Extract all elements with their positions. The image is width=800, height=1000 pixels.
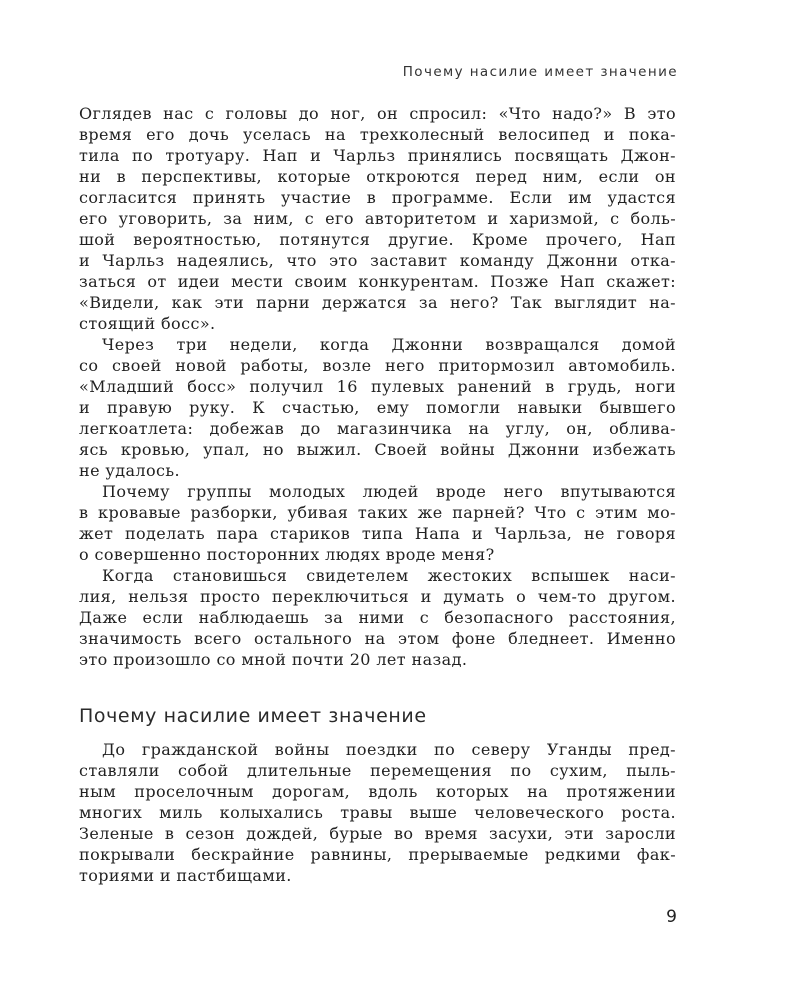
text-line: и правую руку. К счастью, ему помогли навыки бывшего bbox=[79, 398, 676, 417]
text-line: ным проселочным дорогам, вдоль которых на протяжении bbox=[79, 782, 676, 801]
text-line: Зеленые в сезон дождей, бурые во время засухи, эти заросли bbox=[79, 824, 676, 843]
text-line: со своей новой работы, возле него притормозил автомобиль. bbox=[79, 356, 676, 375]
text-line: Даже если наблюдаешь за ними с безопасного расстояния, bbox=[79, 608, 676, 627]
text-line: «Младший босс» получил 16 пулевых ранений в грудь, ноги bbox=[79, 377, 676, 396]
text-line: согласится принять участие в программе. Если им удастся bbox=[79, 188, 676, 207]
text-line: значимость всего остального на этом фоне бледнеет. Именно bbox=[79, 629, 676, 648]
text-line: время его дочь уселась на трехколесный велосипед и пока- bbox=[79, 125, 676, 144]
text-line: ставляли собой длительные перемещения по сухим, пыль- bbox=[79, 761, 676, 780]
text-line: это произошло со мной почти 20 лет назад. bbox=[79, 650, 468, 669]
text-line: Оглядев нас с головы до ног, он спросил: «Что надо?» В это bbox=[79, 104, 676, 123]
text-line: Почему группы молодых людей вроде него впутываются bbox=[102, 482, 676, 501]
text-line: Через три недели, когда Джонни возвращался домой bbox=[102, 335, 676, 354]
page-number: 9 bbox=[666, 907, 677, 927]
text-line: «Видели, как эти парни держатся за него? Так выглядит на- bbox=[79, 293, 676, 312]
text-line: стоящий босс». bbox=[79, 314, 216, 333]
text-line: Когда становишься свидетелем жестоких вспышек наси- bbox=[102, 566, 676, 585]
text-line: лия, нельзя просто переключиться и думать о чем-то другом. bbox=[79, 587, 676, 606]
text-line: ториями и пастбищами. bbox=[79, 866, 292, 885]
text-line: До гражданской войны поездки по северу Уганды пред- bbox=[102, 740, 676, 759]
text-line: жет поделать пара стариков типа Напа и Чарльза, не говоря bbox=[79, 524, 676, 543]
text-line: тила по тротуару. Нап и Чарльз принялись посвящать Джон- bbox=[79, 146, 676, 165]
text-line: ни в перспективы, которые откроются перед ним, если он bbox=[79, 167, 676, 186]
section-text bbox=[79, 740, 676, 887]
text-line: ясь кровью, упал, но выжил. Своей войны Джонни избежать bbox=[79, 440, 676, 459]
text-line: шой вероятностью, потянутся другие. Кроме прочего, Нап bbox=[79, 230, 676, 249]
text-line: заться от идеи мести своим конкурентам. Позже Нап скажет: bbox=[79, 272, 676, 291]
text-line: в кровавые разборки, убивая таких же парней? Что с этим мо- bbox=[79, 503, 676, 522]
text-line: многих миль колыхались травы выше человеческого роста. bbox=[79, 803, 676, 822]
text-line: и Чарльз надеялись, что это заставит команду Джонни отка- bbox=[79, 251, 676, 270]
section-heading: Почему насилие имеет значение bbox=[79, 705, 427, 727]
text-line: покрывали бескрайние равнины, прерываемые редкими фак- bbox=[79, 845, 676, 864]
text-line: легкоатлета: добежав до магазинчика на углу, он, облива- bbox=[79, 419, 676, 438]
running-head: Почему насилие имеет значение bbox=[402, 64, 678, 80]
text-line: не удалось. bbox=[79, 461, 180, 480]
body-text bbox=[79, 104, 676, 671]
text-line: о совершенно посторонних людях вроде меня? bbox=[79, 545, 495, 564]
text-line: его уговорить, за ним, с его авторитетом и харизмой, с боль- bbox=[79, 209, 676, 228]
